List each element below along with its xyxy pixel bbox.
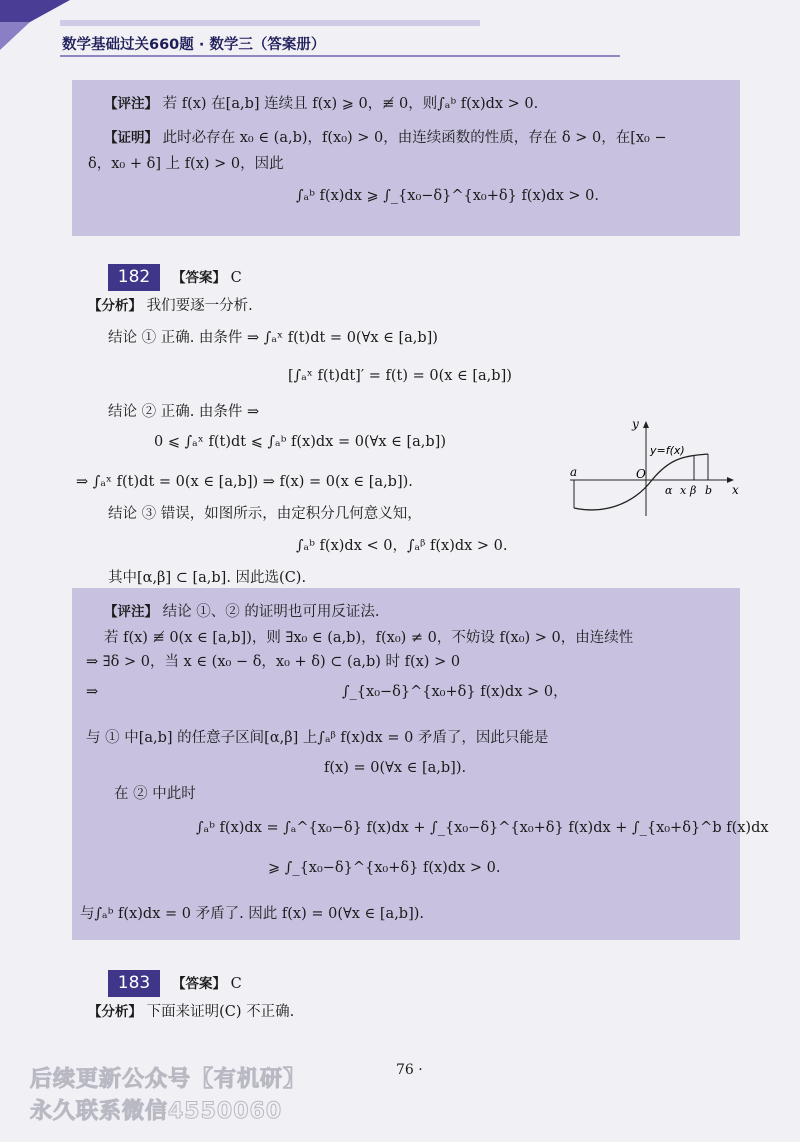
box1-line-3: δ，x₀ + δ] 上 f(x) > 0，因此	[88, 156, 284, 172]
box2-line-7: 在 ② 中此时	[114, 786, 196, 802]
beta-label: β	[690, 484, 697, 497]
proof-text: 此时必存在 x₀ ∈ (a,b)，f(x₀) > 0，由连续函数的性质，存在 δ > 0，在[x₀ −	[162, 130, 667, 146]
analysis-182	[88, 296, 253, 316]
y-axis-label: y	[632, 418, 639, 431]
answer-tag: 【答案】	[172, 270, 226, 286]
conclusion-3: 结论 ③ 错误，如图所示，由定积分几何意义知，	[108, 506, 422, 522]
a-label: a	[570, 465, 578, 479]
remark-tag: 【评注】	[104, 96, 158, 112]
function-graph	[562, 418, 740, 520]
conclusion-2: 结论 ② 正确. 由条件 ⇒	[108, 404, 260, 420]
question-number-182: 182	[108, 264, 160, 291]
analysis-text: 我们要逐一分析.	[146, 298, 253, 314]
conclusion-1: 结论 ① 正确. 由条件 ⇒ ∫ₐˣ f(t)dt = 0(∀x ∈ [a,b])	[108, 330, 438, 346]
x-tick-label: x	[680, 484, 687, 497]
analysis-text-183: 下面来证明(C) 不正确.	[146, 1004, 295, 1020]
box1-line-1	[104, 94, 538, 114]
box2-line-4-formula: ∫_{x₀−δ}^{x₀+δ} f(x)dx > 0，	[342, 684, 568, 700]
box2-line-9: ⩾ ∫_{x₀−δ}^{x₀+δ} f(x)dx > 0.	[268, 860, 501, 876]
box2-intro: 结论 ①、② 的证明也可用反证法.	[162, 604, 380, 620]
box2-line-4-arrow: ⇒	[86, 684, 99, 700]
box2-line-8: ∫ₐᵇ f(x)dx = ∫ₐ^{x₀−δ} f(x)dx + ∫_{x₀−δ}^{x₀+δ} f(x)dx + ∫_{x₀+δ}^b f(x)dx	[196, 820, 769, 836]
b-label: b	[705, 484, 713, 497]
question-number-183: 183	[108, 970, 160, 997]
watermark-line-1: 后续更新公众号【有机研】	[30, 1067, 307, 1092]
answer-183	[172, 974, 242, 994]
origin-label: O	[636, 467, 646, 481]
conclusion-3-formula: ∫ₐᵇ f(x)dx < 0，∫ₐᵝ f(x)dx > 0.	[296, 538, 508, 554]
alpha-label: α	[665, 484, 673, 497]
header-divider	[60, 55, 620, 57]
box2-line-10: 与∫ₐᵇ f(x)dx = 0 矛盾了. 因此 f(x) = 0(∀x ∈ [a,b]).	[80, 906, 425, 922]
answer-182	[172, 268, 242, 288]
conclusion-2-result: ⇒ ∫ₐˣ f(t)dt = 0(x ∈ [a,b]) ⇒ f(x) = 0(x ∈ [a,b]).	[76, 474, 413, 490]
remark-text: 若 f(x) 在[a,b] 连续且 f(x) ⩾ 0，≢ 0，则∫ₐᵇ f(x)dx > 0.	[162, 96, 539, 112]
analysis-tag: 【分析】	[88, 298, 142, 314]
remark-tag-2: 【评注】	[104, 604, 158, 620]
function-label: y=f(x)	[650, 444, 685, 457]
box2-line-2: 若 f(x) ≢ 0(x ∈ [a,b])，则 ∃x₀ ∈ (a,b)，f(x₀) ≠ 0，不妨设 f(x₀) > 0，由连续性	[104, 630, 634, 646]
analysis-183	[88, 1002, 294, 1022]
conclusion-3-choice: 其中[α,β] ⊂ [a,b]. 因此选(C).	[108, 570, 307, 586]
box2-line-5: 与 ① 中[a,b] 的任意子区间[α,β] 上∫ₐᵝ f(x)dx = 0 矛盾了，因此只能是	[86, 730, 549, 746]
box2-line-6: f(x) = 0(∀x ∈ [a,b]).	[324, 760, 467, 776]
proof-tag: 【证明】	[104, 130, 158, 146]
watermark-line-2: 永久联系微信4550060	[30, 1099, 283, 1124]
x-axis-label: x	[732, 483, 739, 497]
conclusion-2-inequality: 0 ⩽ ∫ₐˣ f(t)dt ⩽ ∫ₐᵇ f(x)dx = 0(∀x ∈ [a,b])	[154, 434, 446, 450]
answer-tag-183: 【答案】	[172, 976, 226, 992]
box2-line-3: ⇒ ∃δ > 0，当 x ∈ (x₀ − δ，x₀ + δ) ⊂ (a,b) 时 f(x) > 0	[86, 654, 461, 670]
box2-line-1	[104, 602, 379, 622]
box1-formula: ∫ₐᵇ f(x)dx ⩾ ∫_{x₀−δ}^{x₀+δ} f(x)dx > 0.	[296, 188, 599, 204]
answer-value-183: C	[230, 976, 242, 992]
conclusion-1-derivative: [∫ₐˣ f(t)dt]′ = f(t) = 0(x ∈ [a,b])	[288, 368, 512, 384]
page-header-title: 数学基础过关660题 · 数学三（答案册）	[62, 37, 326, 53]
answer-value: C	[230, 270, 242, 286]
page-number: 76 ·	[396, 1062, 423, 1078]
analysis-tag-183: 【分析】	[88, 1004, 142, 1020]
box1-line-2	[104, 128, 667, 148]
